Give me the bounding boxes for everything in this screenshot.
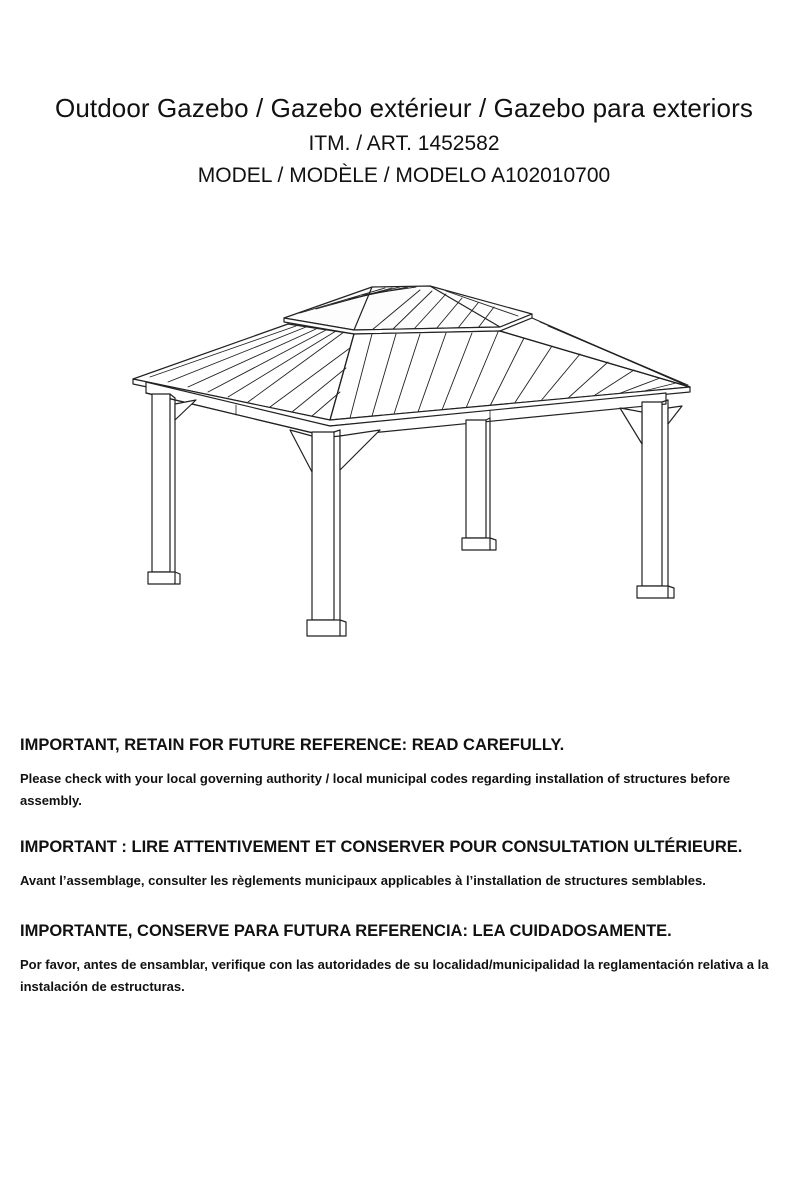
notice-heading: IMPORTANT, RETAIN FOR FUTURE REFERENCE: READ CAREFULLY. [20, 736, 565, 754]
gazebo-icon [0, 270, 808, 650]
notice-heading: IMPORTANT : LIRE ATTENTIVEMENT ET CONSERVER POUR CONSULTATION ULTÉRIEURE. [20, 838, 743, 856]
notice-french [20, 836, 792, 892]
notice-english [20, 734, 792, 812]
notice-body: Avant l’assemblage, consulter les règlements municipaux applicables à l’installation de structures semblables. [20, 873, 706, 888]
notice-body: Por favor, antes de ensamblar, verifique con las autoridades de su localidad/municipalidad la reglamentación relativa a la instalación de estructuras. [20, 957, 769, 994]
notice-heading: IMPORTANTE, CONSERVE PARA FUTURA REFERENCIA: LEA CUIDADOSAMENTE. [20, 922, 672, 940]
notice-body: Please check with your local governing authority / local municipal codes regarding installation of structures before assembly. [20, 771, 731, 808]
notice-section [20, 734, 792, 1016]
gazebo-illustration [0, 270, 808, 650]
document-title: Outdoor Gazebo / Gazebo extérieur / Gazebo para exteriors [55, 93, 753, 123]
model-number: MODEL / MODÈLE / MODELO A102010700 [197, 164, 611, 187]
notice-spanish [20, 920, 792, 998]
item-number: ITM. / ART. 1452582 [308, 132, 500, 155]
document-header [0, 88, 808, 192]
